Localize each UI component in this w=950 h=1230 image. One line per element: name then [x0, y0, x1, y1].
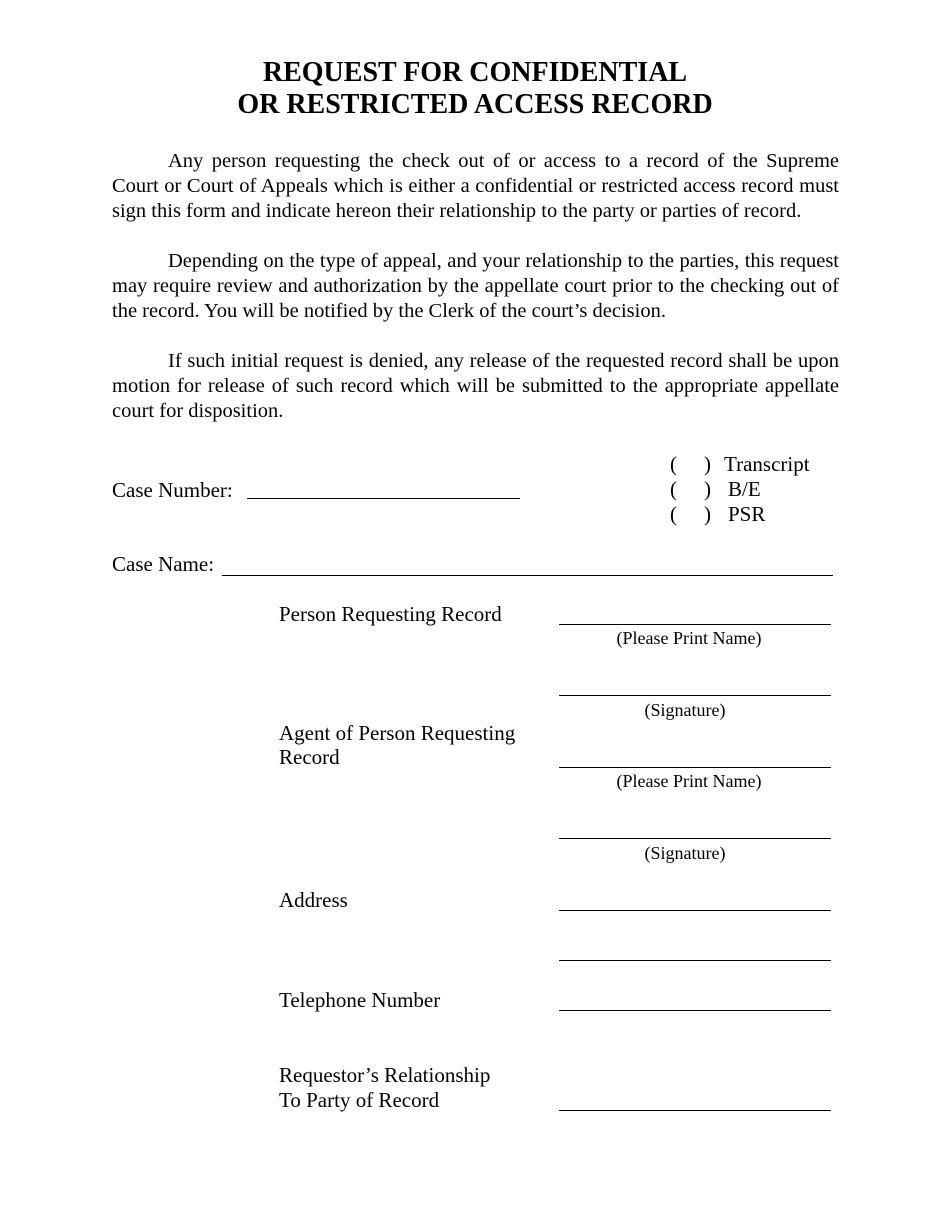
instruction-paragraph-2: Depending on the type of appeal, and your relationship to the parties, this request may require review and authorization by the appellate court prior to the checking out of the record. You will be notified by the Clerk of the court’s decision. — [112, 250, 839, 322]
form-title-line-1: REQUEST FOR CONFIDENTIAL — [262, 57, 688, 88]
person-signature-field[interactable] — [559, 695, 831, 696]
relationship-field[interactable] — [559, 1110, 831, 1111]
agent-label-line-2: Record — [279, 745, 340, 769]
agent-signature-field[interactable] — [559, 838, 831, 839]
relationship-label-line-2: To Party of Record — [279, 1088, 440, 1112]
checkbox-transcript[interactable]: ( ) Transcript — [670, 452, 810, 476]
telephone-label: Telephone Number — [279, 988, 441, 1012]
case-number-label: Case Number: — [112, 478, 233, 502]
person-requesting-label: Person Requesting Record — [279, 602, 502, 626]
person-print-name-field[interactable] — [559, 624, 831, 625]
person-print-name-caption: (Please Print Name) — [616, 628, 762, 648]
checkbox-be[interactable]: ( ) B/E — [670, 477, 761, 501]
checkbox-transcript-label: Transcript — [724, 452, 810, 476]
checkbox-psr[interactable]: ( ) PSR — [670, 502, 766, 526]
agent-label-line-1: Agent of Person Requesting — [279, 721, 516, 745]
address-label: Address — [279, 888, 348, 912]
checkbox-be-label: B/E — [728, 477, 761, 501]
case-name-field[interactable] — [222, 575, 833, 576]
instruction-paragraph-3: If such initial request is denied, any release of the requested record shall be upon motion for release of such record which will be submitted to the appropriate appellate court for disposition. — [112, 350, 839, 422]
case-name-label: Case Name: — [112, 552, 215, 576]
telephone-field[interactable] — [559, 1010, 831, 1011]
person-signature-caption: (Signature) — [644, 700, 726, 720]
form-title-line-2: OR RESTRICTED ACCESS RECORD — [237, 89, 713, 120]
address-field-line-1[interactable] — [559, 910, 831, 911]
case-number-field[interactable] — [247, 498, 520, 499]
agent-signature-caption: (Signature) — [644, 843, 726, 863]
address-field-line-2[interactable] — [559, 960, 831, 961]
instruction-paragraph-1: Any person requesting the check out of or access to a record of the Supreme Court or Court of Appeals which is either a confidential or restricted access record must sign this form and indicate hereon their relationship to the party or parties of record. — [112, 150, 839, 222]
checkbox-psr-label: PSR — [728, 502, 766, 526]
relationship-label-line-1: Requestor’s Relationship — [279, 1063, 491, 1087]
agent-print-name-field[interactable] — [559, 767, 831, 768]
agent-print-name-caption: (Please Print Name) — [616, 771, 762, 791]
